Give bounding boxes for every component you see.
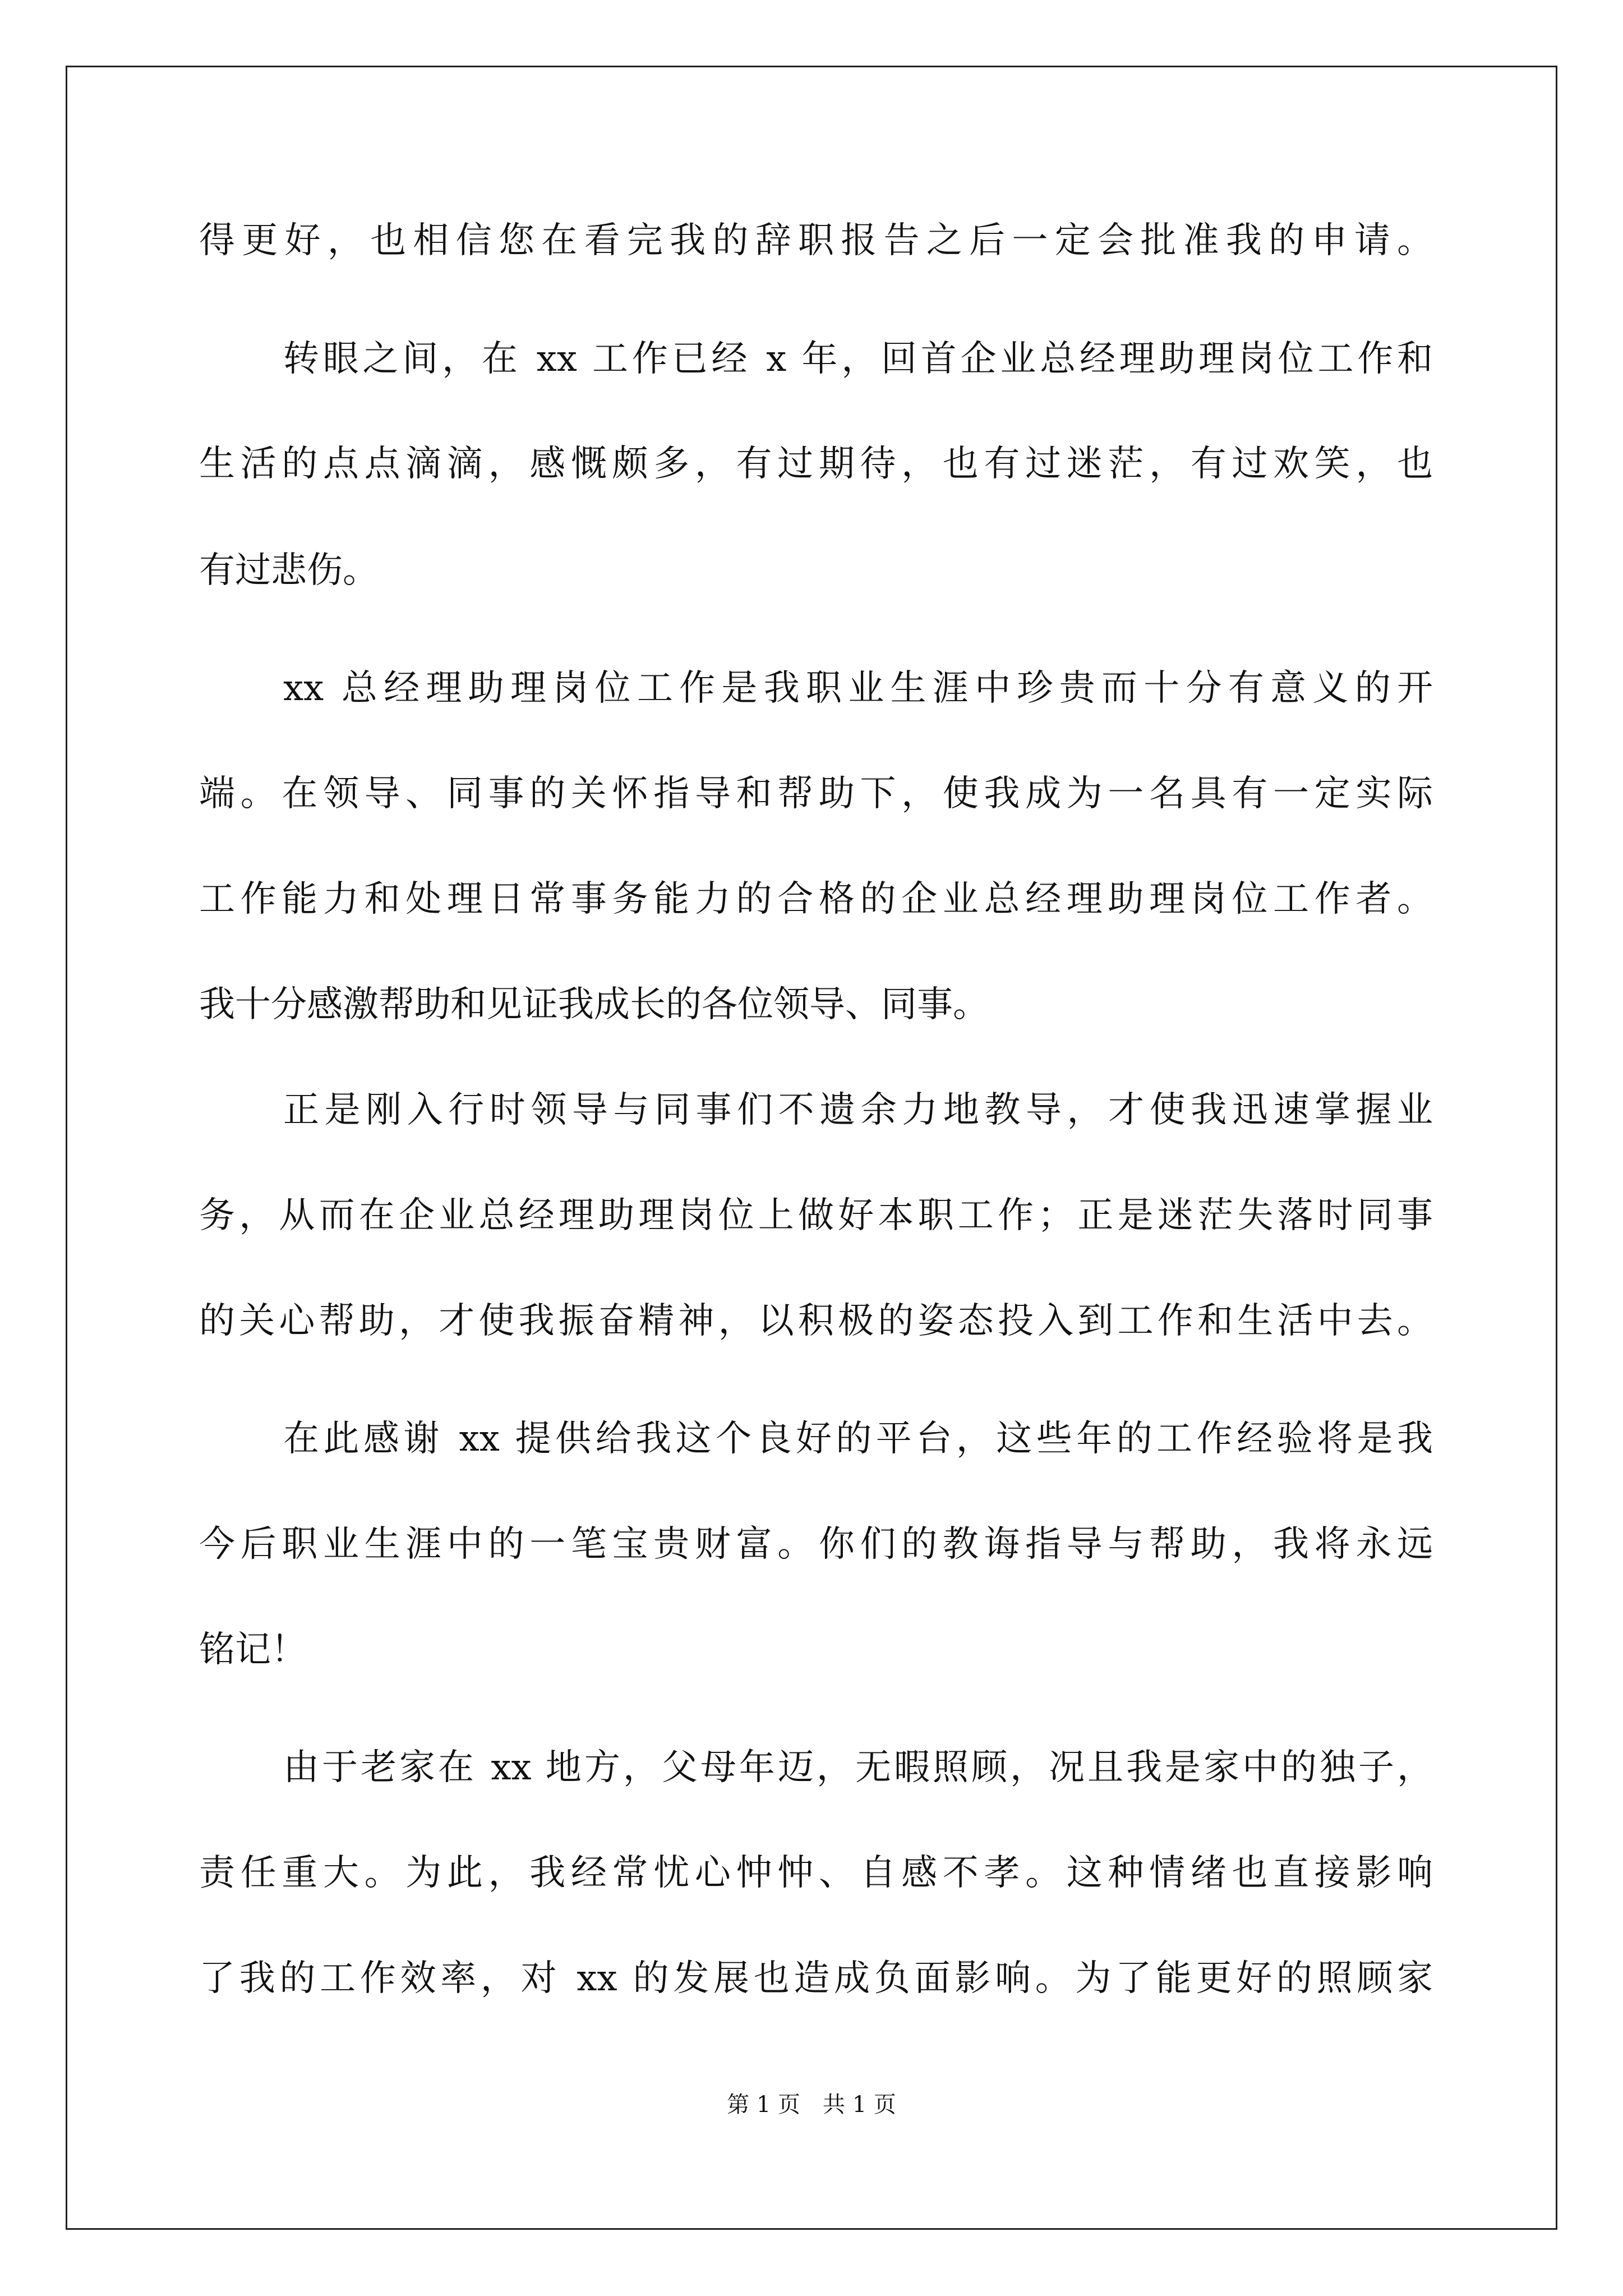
text-line: 今后职业生涯中的一笔宝贵财富。你们的教诲指导与帮助，我将永远 (199, 1524, 1433, 1565)
text-line: 在此感谢 xx 提供给我这个良好的平台，这些年的工作经验将是我 (283, 1418, 1433, 1460)
text-line: 责任重大。为此，我经常忧心忡忡、自感不孝。这种情绪也直接影响 (199, 1852, 1433, 1894)
page-number: 第 1 页 共 1 页 (727, 2092, 896, 2118)
text-line: 生活的点点滴滴，感慨颇多，有过期待，也有过迷茫，有过欢笑，也 (199, 443, 1433, 485)
page-border (66, 66, 1557, 2230)
text-line: 铭记！ (199, 1629, 307, 1671)
text-line: 了我的工作效率，对 xx 的发展也造成负面影响。为了能更好的照顾家 (199, 1958, 1433, 1999)
text-line: 正是刚入行时领导与同事们不遗余力地教导，才使我迅速掌握业 (283, 1089, 1433, 1131)
text-line: xx 总经理助理岗位工作是我职业生涯中珍贵而十分有意义的开 (283, 668, 1433, 709)
text-line: 我十分感激帮助和见证我成长的各位领导、同事。 (199, 984, 989, 1025)
text-line: 的关心帮助，才使我振奋精神，以积极的姿态投入到工作和生活中去。 (199, 1300, 1433, 1342)
text-line: 务，从而在企业总经理助理岗位上做好本职工作；正是迷茫失落时同事 (199, 1195, 1433, 1236)
text-line: 工作能力和处理日常事务能力的合格的企业总经理助理岗位工作者。 (199, 878, 1433, 920)
text-line: 由于老家在 xx 地方，父母年迈，无暇照顾，况且我是家中的独子， (283, 1747, 1433, 1788)
text-line: 端。在领导、同事的关怀指导和帮助下，使我成为一名具有一定实际 (199, 773, 1433, 815)
text-line: 转眼之间，在 xx 工作已经 x 年，回首企业总经理助理岗位工作和 (283, 338, 1433, 380)
text-line: 得更好，也相信您在看完我的辞职报告之后一定会批准我的申请。 (199, 220, 1433, 261)
text-line: 有过悲伤。 (199, 550, 379, 591)
